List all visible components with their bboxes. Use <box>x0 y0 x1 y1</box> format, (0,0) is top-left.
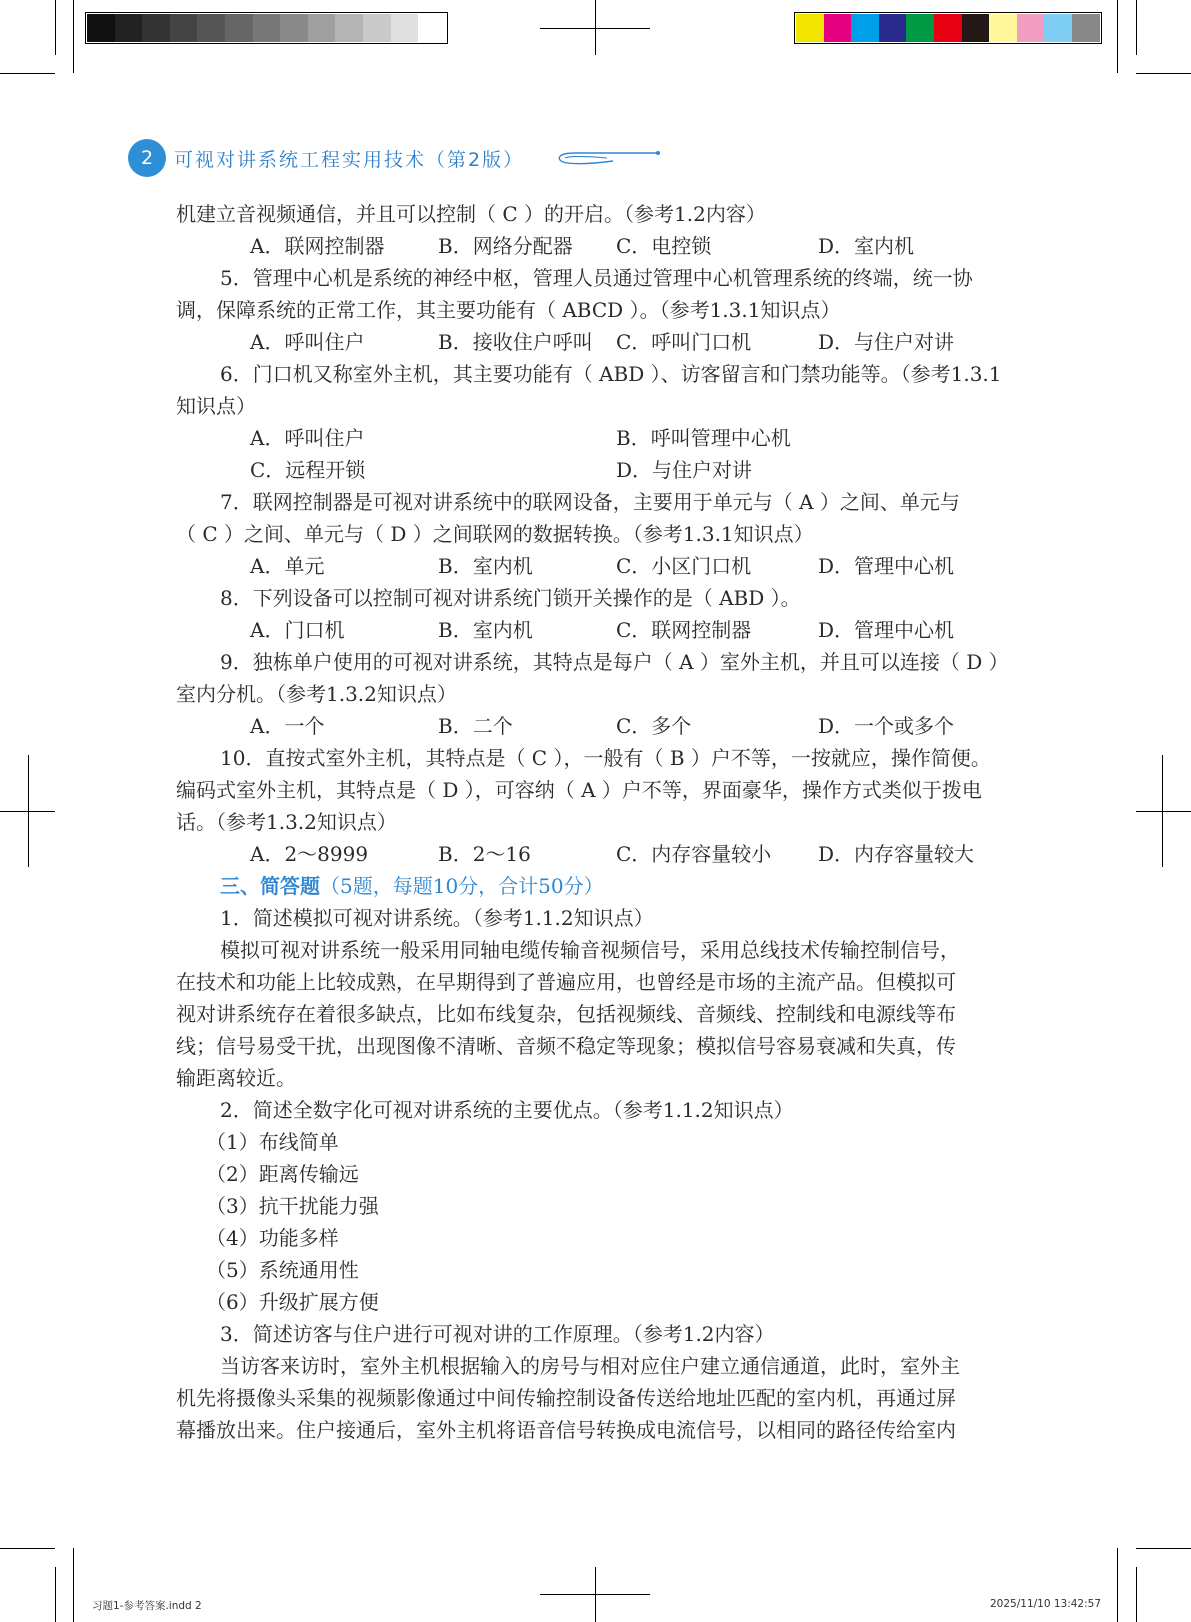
question-8: 8．下列设备可以控制可视对讲系统门锁开关操作的是（ ABD ）。 <box>220 586 801 610</box>
question-9: 9．独栋单户使用的可视对讲系统，其特点是每户（ A ）室外主机，并且可以连接（ D ） <box>220 650 1009 674</box>
options-row-q9 <box>176 710 1016 742</box>
option: C．电控锁 <box>616 234 712 258</box>
option: A．呼叫住户 <box>250 426 365 450</box>
header-swoosh-ornament <box>555 146 660 170</box>
question-10: 10．直按式室外主机，其特点是（ C ），一般有（ B ）户不等，一按就应，操作简便。 <box>220 746 991 770</box>
text-line: 线；信号易受干扰，出现图像不清晰、音频不稳定等现象；模拟信号容易衰减和失真，传 <box>176 1034 956 1058</box>
options-row-q8 <box>176 614 1016 646</box>
text-line: （ C ）之间、单元与（ D ）之间联网的数据转换。（参考1.3.1知识点） <box>176 522 814 546</box>
text-line: 机建立音视频通信，并且可以控制（ C ）的开启。（参考1.2内容） <box>176 202 766 226</box>
options-row-q4 <box>176 230 1016 262</box>
list-item: （4）功能多样 <box>206 1226 339 1250</box>
footer-filename: 习题1-参考答案.indd 2 <box>92 1600 202 1612</box>
option: A．2～8999 <box>250 842 369 866</box>
text-line: 话。（参考1.3.2知识点） <box>176 810 397 834</box>
options-row-q5 <box>176 326 1016 358</box>
answer-content <box>176 198 1016 1446</box>
section-heading <box>176 870 1016 902</box>
option: B．呼叫管理中心机 <box>616 426 791 450</box>
option: A．单元 <box>250 554 325 578</box>
option: D．内存容量较大 <box>818 842 975 866</box>
option: B．室内机 <box>438 554 533 578</box>
option: C．小区门口机 <box>616 554 752 578</box>
option: A．呼叫住户 <box>250 330 365 354</box>
footer-timestamp: 2025/11/10 13:42:57 <box>990 1598 1102 1610</box>
text-line: 编码式室外主机，其特点是（ D ），可容纳（ A ）户不等，界面豪华，操作方式类似于拨电 <box>176 778 982 802</box>
option: D．管理中心机 <box>818 554 955 578</box>
option: C．远程开锁 <box>250 458 366 482</box>
options-row-q10 <box>176 838 1016 870</box>
option: C．多个 <box>616 714 692 738</box>
list-item: （5）系统通用性 <box>206 1258 359 1282</box>
text-line: 输距离较近。 <box>176 1066 296 1090</box>
option: B．室内机 <box>438 618 533 642</box>
option: B．2～16 <box>438 842 531 866</box>
option: A．门口机 <box>250 618 345 642</box>
option: D．管理中心机 <box>818 618 955 642</box>
short-question-3: 3．简述访客与住户进行可视对讲的工作原理。（参考1.2内容） <box>220 1322 775 1346</box>
list-item: （6）升级扩展方便 <box>206 1290 379 1314</box>
question-6: 6．门口机又称室外主机，其主要功能有（ ABD ）、访客留言和门禁功能等。（参考1.3.1 <box>220 362 1002 386</box>
short-question-1: 1．简述模拟可视对讲系统。（参考1.1.2知识点） <box>220 906 654 930</box>
list-item: （3）抗干扰能力强 <box>206 1194 379 1218</box>
option: A．一个 <box>250 714 325 738</box>
option: D．与住户对讲 <box>616 458 753 482</box>
option: C．内存容量较小 <box>616 842 772 866</box>
book-title: 可视对讲系统工程实用技术（第2版） <box>174 149 525 171</box>
option: C．联网控制器 <box>616 618 752 642</box>
list-item: （1）布线简单 <box>206 1130 339 1154</box>
calibration-frame <box>794 12 1102 44</box>
text-line: 在技术和功能上比较成熟，在早期得到了普遍应用，也曾经是市场的主流产品。但模拟可 <box>176 970 956 994</box>
answer-paragraph: 模拟可视对讲系统一般采用同轴电缆传输音视频信号，采用总线技术传输控制信号， <box>220 938 960 962</box>
option: D．与住户对讲 <box>818 330 955 354</box>
options-row-q6a <box>176 422 1016 454</box>
page-number-badge: 2 <box>128 139 166 177</box>
options-row-q6b <box>176 454 1016 486</box>
section-title: 三、简答题 <box>220 874 320 898</box>
option: B．接收住户呼叫 <box>438 330 593 354</box>
text-line: 调，保障系统的正常工作，其主要功能有（ ABCD ）。（参考1.3.1知识点） <box>176 298 841 322</box>
question-5: 5．管理中心机是系统的神经中枢，管理人员通过管理中心机管理系统的终端，统一协 <box>220 266 973 290</box>
option: C．呼叫门口机 <box>616 330 752 354</box>
option: D．室内机 <box>818 234 915 258</box>
option: B．二个 <box>438 714 513 738</box>
option: B．网络分配器 <box>438 234 573 258</box>
text-line: 机先将摄像头采集的视频影像通过中间传输控制设备传送给地址匹配的室内机，再通过屏 <box>176 1386 956 1410</box>
option: A．联网控制器 <box>250 234 385 258</box>
question-7: 7．联网控制器是可视对讲系统中的联网设备，主要用于单元与（ A ）之间、单元与 <box>220 490 960 514</box>
answer-paragraph: 当访客来访时，室外主机根据输入的房号与相对应住户建立通信通道，此时，室外主 <box>220 1354 960 1378</box>
short-question-2: 2．简述全数字化可视对讲系统的主要优点。（参考1.1.2知识点） <box>220 1098 794 1122</box>
options-row-q7 <box>176 550 1016 582</box>
calibration-frame <box>85 12 448 44</box>
text-line: 视对讲系统存在着很多缺点，比如布线复杂，包括视频线、音频线、控制线和电源线等布 <box>176 1002 956 1026</box>
section-note: （5题，每题10分，合计50分） <box>320 874 604 898</box>
option: D．一个或多个 <box>818 714 955 738</box>
text-line: 室内分机。（参考1.3.2知识点） <box>176 682 457 706</box>
text-line: 知识点） <box>176 394 256 418</box>
text-line: 幕播放出来。住户接通后，室外主机将语音信号转换成电流信号，以相同的路径传给室内 <box>176 1418 956 1442</box>
list-item: （2）距离传输远 <box>206 1162 359 1186</box>
